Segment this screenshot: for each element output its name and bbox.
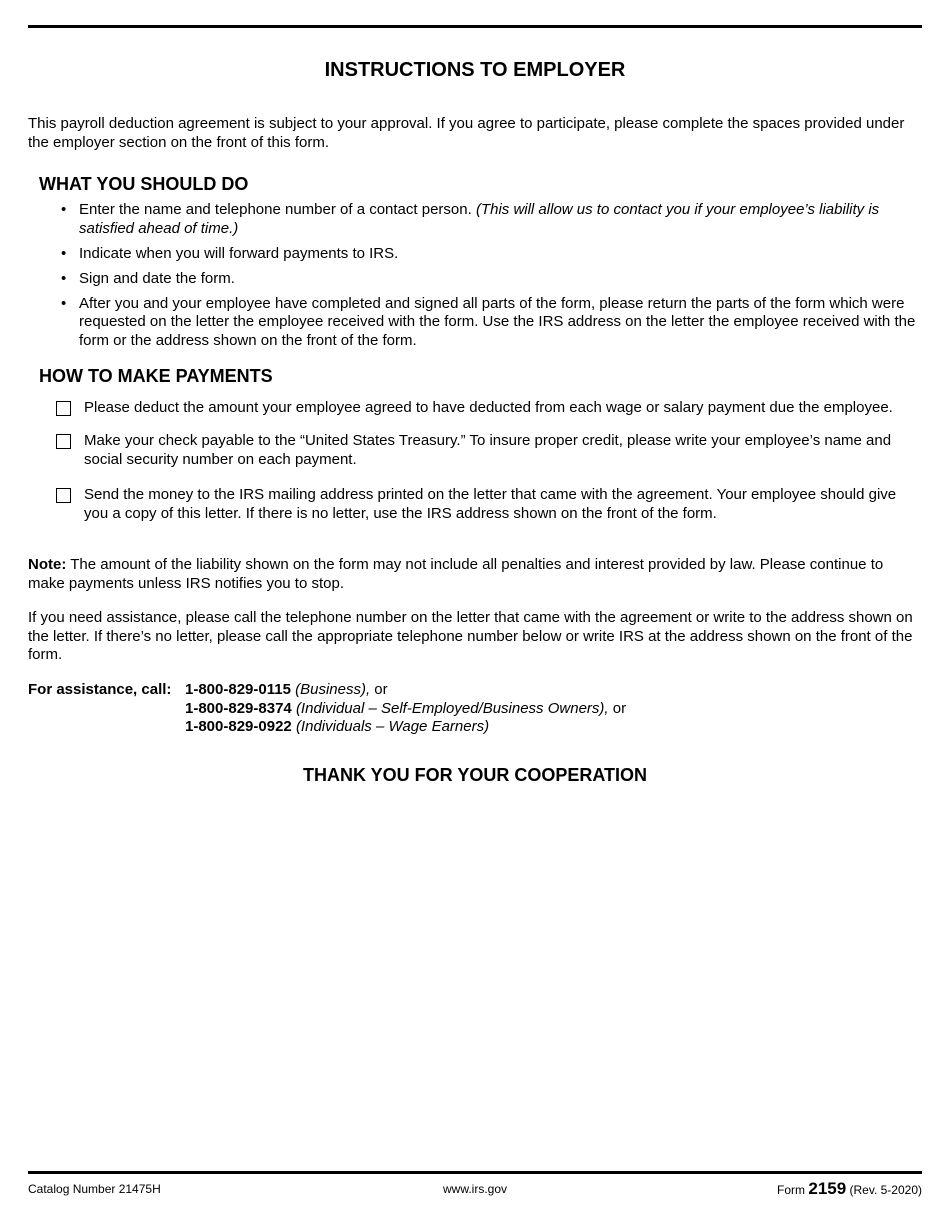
closing-message: THANK YOU FOR YOUR COOPERATION xyxy=(302,765,648,785)
note-text: The amount of the liability shown on the form may not include all penalties and interest provided by law. Please continue to make payments unless IRS notifies you to stop. xyxy=(28,556,884,592)
phone-line-self-employed xyxy=(185,700,626,719)
what-you-should-do-list xyxy=(28,201,922,357)
payment-option-text: Send the money to the IRS mailing address printed on the letter that came with the agreement. Your employee should give you a copy of this letter. If there is no letter, use the IRS address shown on the front of the form. xyxy=(84,486,897,522)
bullet-icon: • xyxy=(61,294,67,312)
what-you-should-do-heading: WHAT YOU SHOULD DO xyxy=(39,174,249,194)
phone-desc: (Business), xyxy=(295,681,371,698)
website-text[interactable]: www.irs.gov xyxy=(442,1182,507,1196)
phone-desc: (Individuals – Wage Earners) xyxy=(295,718,490,735)
catalog-number: Catalog Number 21475H xyxy=(28,1182,161,1196)
send-money-checkbox[interactable] xyxy=(56,488,71,503)
form-number: 2159 xyxy=(808,1179,847,1198)
phone-number[interactable]: 1-800-829-0115 xyxy=(185,681,291,698)
payment-option-check xyxy=(56,432,922,469)
list-item-note: (This will allow us to contact you if your employee’s liability is satisfied ahead of time.) xyxy=(79,201,880,237)
payment-option-text: Please deduct the amount your employee agreed to have deducted from each wage or salary payment due the employee. xyxy=(84,399,893,416)
phone-desc: (Individual – Self-Employed/Business Owners), xyxy=(295,699,609,717)
list-item-text: Enter the name and telephone number of a contact person. xyxy=(79,201,476,218)
bullet-icon: • xyxy=(61,269,67,287)
check-payable-checkbox[interactable] xyxy=(56,434,71,449)
list-item xyxy=(28,270,922,289)
payment-option-deduct xyxy=(56,399,922,418)
note-label: Note: xyxy=(28,556,67,573)
page-title: INSTRUCTIONS TO EMPLOYER xyxy=(324,59,626,81)
list-item xyxy=(28,201,922,238)
form-prefix: Form xyxy=(777,1183,809,1197)
list-item-text: Sign and date the form. xyxy=(79,269,235,287)
bullet-icon: • xyxy=(61,201,67,218)
deduct-checkbox[interactable] xyxy=(56,401,71,416)
list-item-text: After you and your employee have completed and signed all parts of the form, please return the parts of the form which were requested on the letter the employee received with the form. Use the IRS address on the letter the employee received with the form or the address shown on the front of the form. xyxy=(79,294,916,349)
assistance-label: For assistance, call: xyxy=(28,681,172,698)
how-to-make-payments-heading: HOW TO MAKE PAYMENTS xyxy=(39,366,273,386)
bottom-rule xyxy=(28,1171,922,1174)
form-revision: (Rev. 5-2020) xyxy=(846,1183,922,1197)
phone-line-wage-earners xyxy=(185,718,489,737)
assistance-paragraph: If you need assistance, please call the telephone number on the letter that came with the agreement or write to the address shown on the letter. If there’s no letter, please call the appropriate telephone number below or write IRS at the address shown on the front of the form. xyxy=(28,609,913,663)
phone-suffix: or xyxy=(370,681,388,698)
phone-suffix: or xyxy=(608,699,627,717)
form-id xyxy=(777,1181,922,1198)
phone-number[interactable]: 1-800-829-8374 xyxy=(185,699,292,717)
payment-option-text: Make your check payable to the “United States Treasury.” To insure proper credit, please write your employee’s name and social security number on each payment. xyxy=(84,432,892,468)
list-item-text: Indicate when you will forward payments to IRS. xyxy=(79,244,399,262)
note-paragraph xyxy=(28,556,922,593)
top-rule xyxy=(28,25,922,28)
phone-line-business xyxy=(185,681,388,700)
phone-number[interactable]: 1-800-829-0922 xyxy=(185,718,292,735)
list-item xyxy=(28,295,922,351)
bullet-icon: • xyxy=(61,244,67,262)
payment-option-mail xyxy=(56,486,922,523)
list-item xyxy=(28,245,922,264)
intro-paragraph: This payroll deduction agreement is subject to your approval. If you agree to participate, please complete the spaces provided under the employer section on the front of this form. xyxy=(28,115,905,151)
